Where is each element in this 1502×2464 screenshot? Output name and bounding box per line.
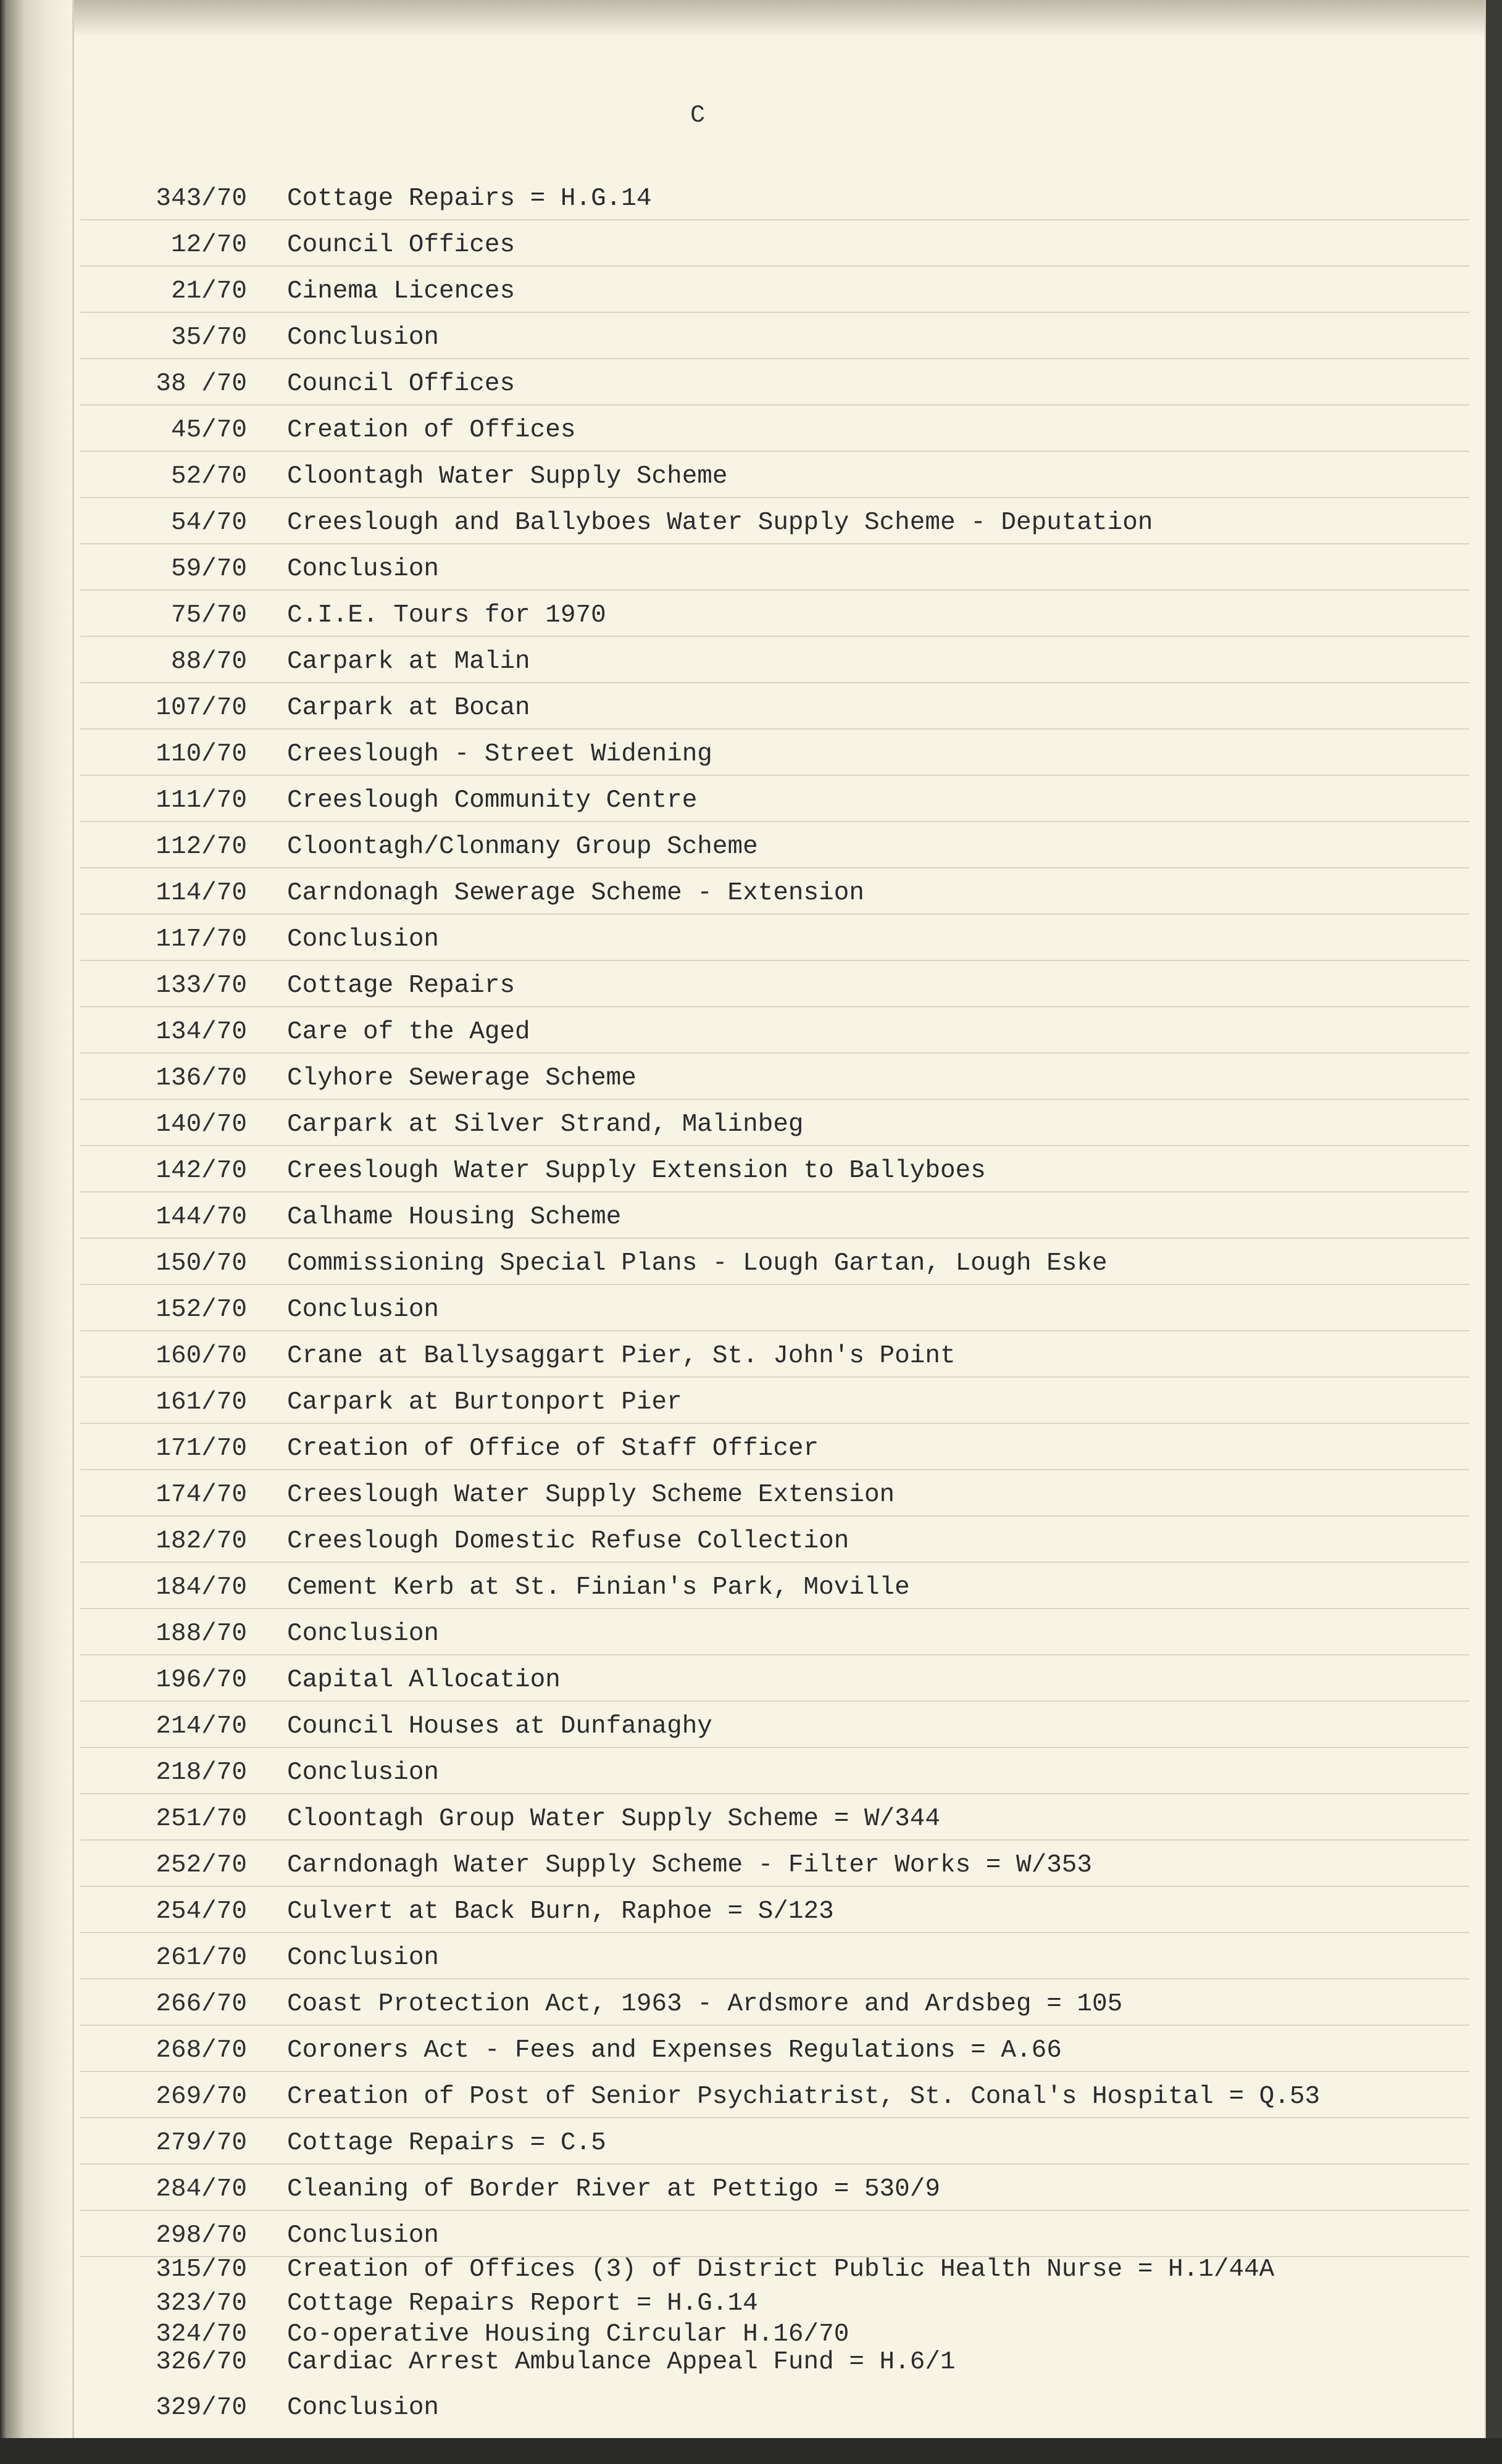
entry-reference: 269/70 (156, 2083, 247, 2111)
entry-title: Cloontagh/Clonmany Group Scheme (287, 833, 758, 861)
list-item (80, 173, 1469, 220)
list-item (80, 2025, 1469, 2072)
entry-title: Cement Kerb at St. Finian's Park, Moville (287, 1573, 910, 1602)
list-item (80, 775, 1469, 822)
entry-title: Cottage Repairs Report = H.G.14 (287, 2289, 758, 2318)
entry-title: Cottage Repairs = C.5 (287, 2129, 606, 2157)
entry-reference: 54/70 (170, 509, 247, 537)
entry-reference: 266/70 (156, 1990, 247, 2018)
list-item (80, 1839, 1469, 1887)
entry-title: Crane at Ballysaggart Pier, St. John's Point (287, 1342, 956, 1370)
entry-title: Creeslough Domestic Refuse Collection (287, 1527, 849, 1555)
list-item (80, 358, 1469, 406)
entry-reference: 214/70 (156, 1712, 247, 1741)
entry-title: Co-operative Housing Circular H.16/70 (287, 2320, 849, 2349)
list-item (80, 1886, 1469, 1933)
entry-reference: 171/70 (156, 1434, 247, 1463)
entry-reference: 134/70 (156, 1018, 247, 1046)
entry-reference: 261/70 (156, 1944, 247, 1972)
entry-title: Coast Protection Act, 1963 - Ardsmore and Ardsbeg = 105 (287, 1990, 1123, 2018)
entry-reference: 161/70 (156, 1388, 247, 1417)
list-item (80, 451, 1469, 498)
entry-title: Conclusion (287, 2221, 440, 2250)
entry-title: Council Houses at Dunfanaghy (287, 1712, 712, 1741)
list-item (80, 914, 1469, 961)
list-item (80, 312, 1469, 359)
entry-title: Council Offices (287, 370, 515, 398)
list-item (80, 1747, 1469, 1794)
entry-reference: 133/70 (156, 972, 247, 1000)
entry-reference: 324/70 (156, 2320, 247, 2349)
list-item (80, 1515, 1469, 1563)
entry-title: Cottage Repairs (287, 972, 515, 1000)
entry-title: Carpark at Burtonport Pier (287, 1388, 682, 1417)
list-item (80, 219, 1469, 267)
entry-reference: 59/70 (170, 555, 247, 583)
list-item (80, 1978, 1469, 2026)
list-item (80, 1099, 1469, 1146)
entry-title: Carndonagh Water Supply Scheme - Filter Works = W/353 (287, 1851, 1093, 1879)
entry-reference: 152/70 (156, 1296, 247, 1324)
list-item (80, 1932, 1469, 1979)
entry-title: Commissioning Special Plans - Lough Gartan, Lough Eske (287, 1249, 1108, 1278)
entry-reference: 298/70 (156, 2221, 247, 2250)
list-item (80, 2163, 1469, 2211)
list-item (80, 728, 1469, 776)
entry-reference: 136/70 (156, 1064, 247, 1093)
entry-title: Capital Allocation (287, 1666, 561, 1694)
entry-reference: 140/70 (156, 1110, 247, 1139)
list-item (80, 543, 1469, 591)
entry-reference: 88/70 (170, 647, 247, 676)
entry-title: Creeslough Community Centre (287, 786, 698, 815)
entry-reference: 111/70 (156, 786, 247, 815)
entry-title: Conclusion (287, 1620, 440, 1648)
entry-title: Cleaning of Border River at Pettigo = 530/9 (287, 2175, 940, 2204)
entry-title: Creeslough - Street Widening (287, 740, 712, 768)
entry-title: C.I.E. Tours for 1970 (287, 601, 606, 630)
entry-title: Coroners Act - Fees and Expenses Regulations = A.66 (287, 2036, 1062, 2065)
entry-title: Conclusion (287, 1944, 440, 1972)
entry-reference: 150/70 (156, 1249, 247, 1278)
entry-title: Conclusion (287, 925, 440, 954)
entry-reference: 52/70 (170, 462, 247, 491)
entry-title: Creation of Post of Senior Psychiatrist, St. Conal's Hospital = Q.53 (287, 2083, 1321, 2111)
entry-title: Conclusion (287, 1296, 440, 1324)
list-item (80, 2256, 1469, 2290)
scan-bottom-edge (0, 2438, 1502, 2464)
list-item (80, 1284, 1469, 1331)
entry-reference: 284/70 (156, 2175, 247, 2204)
list-item (80, 682, 1469, 730)
entry-title: Creeslough Water Supply Extension to Ballyboes (287, 1157, 986, 1185)
entry-title: Carpark at Bocan (287, 694, 530, 722)
list-item (80, 1376, 1469, 1424)
entry-reference: 196/70 (156, 1666, 247, 1694)
entry-title: Clyhore Sewerage Scheme (287, 1064, 636, 1093)
list-item (80, 2210, 1469, 2257)
list-item (80, 2290, 1469, 2324)
entry-title: Calhame Housing Scheme (287, 1203, 622, 1231)
entry-title: Conclusion (287, 555, 440, 583)
entry-reference: 142/70 (156, 1157, 247, 1185)
entry-title: Cottage Repairs = H.G.14 (287, 185, 652, 213)
entry-title: Cardiac Arrest Ambulance Appeal Fund = H.6/1 (287, 2348, 956, 2376)
entry-title: Conclusion (287, 323, 440, 352)
entry-reference: 174/70 (156, 1481, 247, 1509)
entry-reference: 184/70 (156, 1573, 247, 1602)
list-item (80, 1608, 1469, 1655)
entry-reference: 315/70 (156, 2255, 247, 2284)
entry-reference: 144/70 (156, 1203, 247, 1231)
entry-title: Council Offices (287, 231, 515, 259)
list-item (80, 1793, 1469, 1841)
list-item (80, 636, 1469, 683)
entry-title: Carpark at Malin (287, 647, 530, 676)
entry-title: Creeslough Water Supply Scheme Extension (287, 1481, 895, 1509)
list-item (80, 2117, 1469, 2165)
entry-reference: 268/70 (156, 2036, 247, 2065)
entry-reference: 326/70 (156, 2348, 247, 2376)
entry-reference: 218/70 (156, 1759, 247, 1787)
list-item (80, 497, 1469, 544)
list-item (80, 404, 1469, 452)
entry-title: Conclusion (287, 1759, 440, 1787)
entry-title: Conclusion (287, 2394, 440, 2422)
entry-title: Care of the Aged (287, 1018, 530, 1046)
list-item (80, 1423, 1469, 1470)
entry-reference: 279/70 (156, 2129, 247, 2157)
list-item (80, 1191, 1469, 1239)
entry-title: Cinema Licences (287, 277, 515, 306)
entry-reference: 182/70 (156, 1527, 247, 1555)
entry-reference: 251/70 (156, 1805, 247, 1833)
list-item (80, 2348, 1469, 2383)
list-item (80, 2071, 1469, 2118)
list-item (80, 1562, 1469, 1609)
list-item (80, 1654, 1469, 1702)
entry-title: Cloontagh Water Supply Scheme (287, 462, 728, 491)
entry-reference: 38 /70 (156, 370, 247, 398)
list-item (80, 1006, 1469, 1054)
list-item (80, 1469, 1469, 1517)
entry-reference: 75/70 (170, 601, 247, 630)
list-item (80, 2383, 1469, 2428)
entry-reference: 160/70 (156, 1342, 247, 1370)
list-item (80, 960, 1469, 1007)
entry-title: Creation of Offices (287, 416, 576, 444)
entry-reference: 254/70 (156, 1897, 247, 1926)
entry-title: Cloontagh Group Water Supply Scheme = W/344 (287, 1805, 940, 1833)
list-item (80, 1238, 1469, 1285)
list-item (80, 1052, 1469, 1100)
list-item (80, 1700, 1469, 1748)
entry-title: Creation of Office of Staff Officer (287, 1434, 819, 1463)
entry-reference: 252/70 (156, 1851, 247, 1879)
entry-reference: 45/70 (170, 416, 247, 444)
entry-reference: 343/70 (156, 185, 247, 213)
entry-reference: 107/70 (156, 694, 247, 722)
list-item (80, 589, 1469, 637)
entry-reference: 21/70 (170, 277, 247, 306)
entry-title: Carpark at Silver Strand, Malinbeg (287, 1110, 804, 1139)
list-item (80, 1145, 1469, 1192)
entry-reference: 35/70 (170, 323, 247, 352)
entry-reference: 323/70 (156, 2289, 247, 2318)
entry-reference: 329/70 (156, 2394, 247, 2422)
index-letter: C (690, 102, 705, 130)
list-item (80, 1330, 1469, 1378)
entry-reference: 110/70 (156, 740, 247, 768)
entry-title: Creation of Offices (3) of District Public Health Nurse = H.1/44A (287, 2255, 1275, 2284)
list-item (80, 821, 1469, 868)
entry-reference: 12/70 (170, 231, 247, 259)
entry-reference: 114/70 (156, 879, 247, 907)
entry-reference: 112/70 (156, 833, 247, 861)
entry-title: Creeslough and Ballyboes Water Supply Scheme - Deputation (287, 509, 1153, 537)
entry-reference: 188/70 (156, 1620, 247, 1648)
entry-title: Culvert at Back Burn, Raphoe = S/123 (287, 1897, 834, 1926)
entry-reference: 117/70 (156, 925, 247, 954)
entry-title: Carndonagh Sewerage Scheme - Extension (287, 879, 864, 907)
list-item (80, 265, 1469, 313)
list-item (80, 867, 1469, 915)
